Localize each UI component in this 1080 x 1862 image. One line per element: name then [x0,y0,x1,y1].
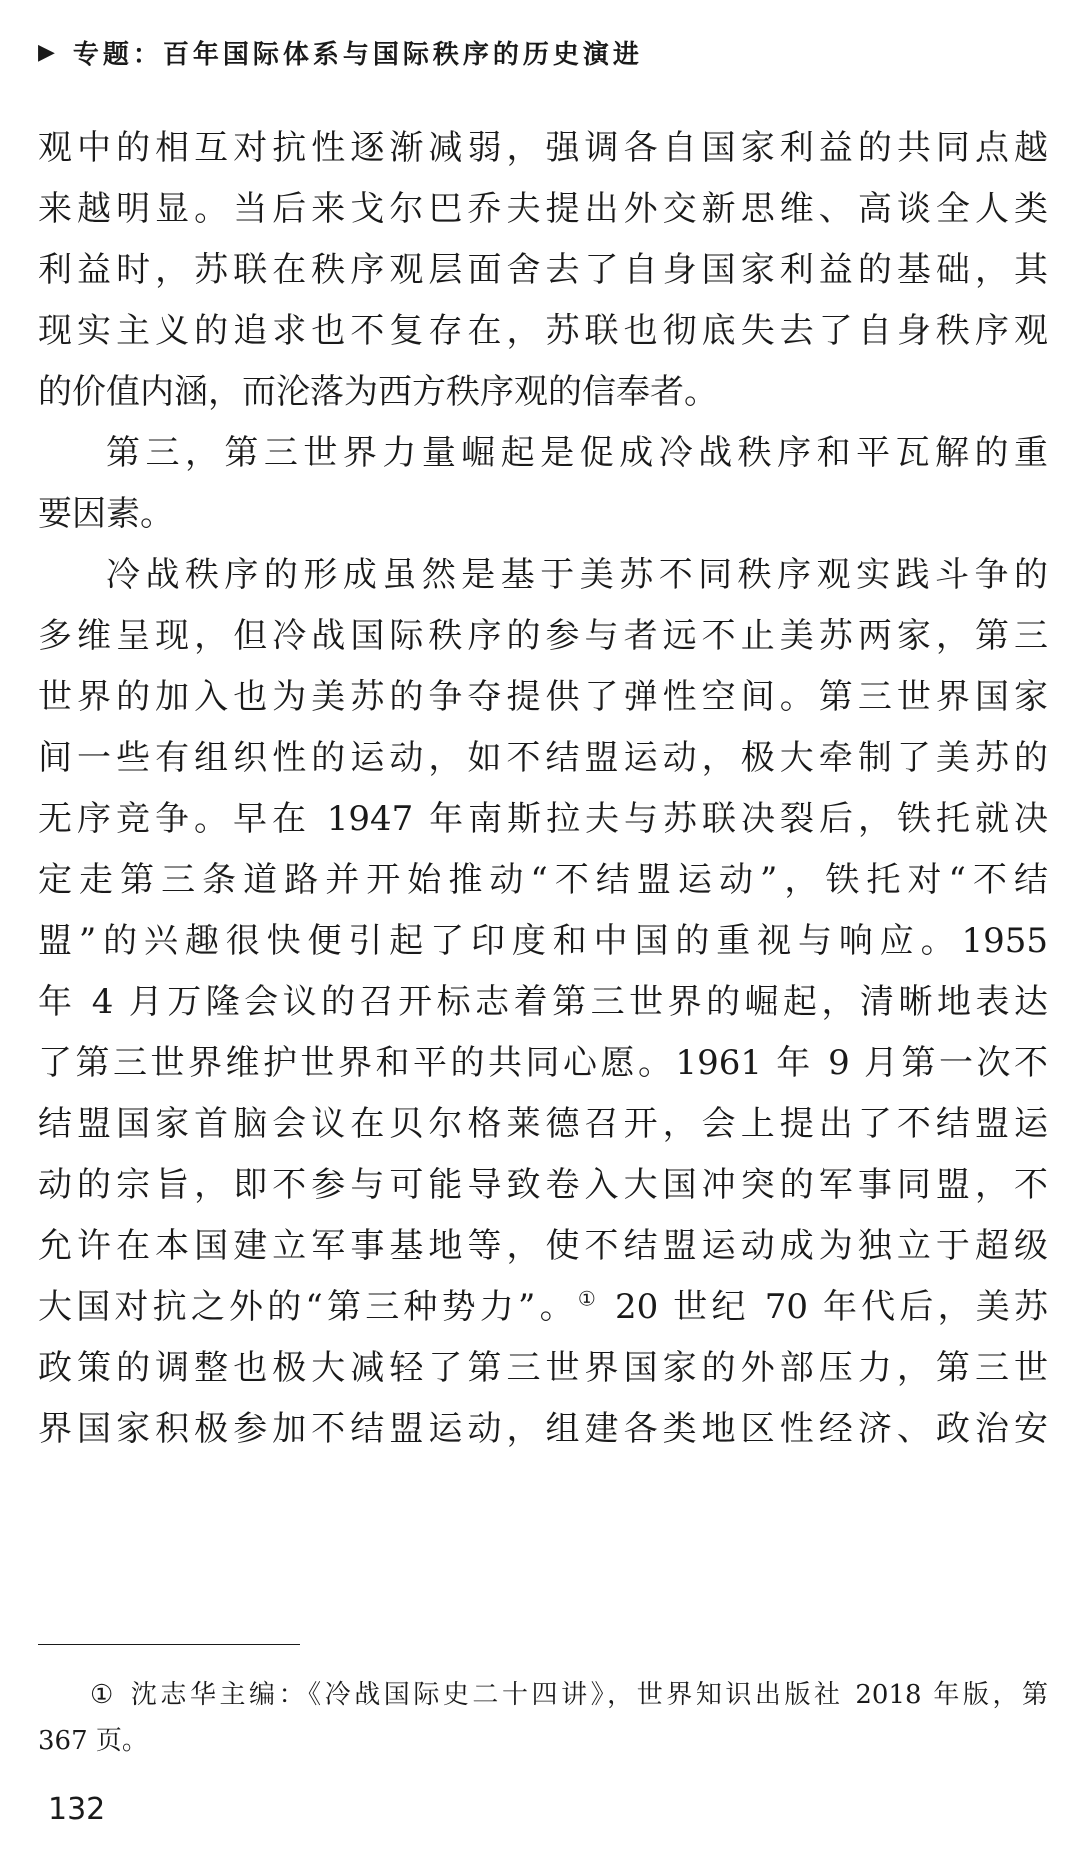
text-line: 来越明显。当后来戈尔巴乔夫提出外交新思维、高谈全人类 [38,189,1048,229]
footnote-reference[interactable]: ① [577,1286,600,1311]
text-line: 无序竞争。早在 1947 年南斯拉夫与苏联决裂后，铁托就决 [38,799,1048,839]
text-line: 冷战秩序的形成虽然是基于美苏不同秩序观实践斗争的 [106,555,1048,595]
text-line: 要因素。 [38,494,174,534]
text-line: 允许在本国建立军事基地等，使不结盟运动成为独立于超级 [38,1226,1048,1266]
footnote-marker: ① [90,1680,117,1710]
footnote-divider [38,1644,300,1645]
text-line: 观中的相互对抗性逐渐减弱，强调各自国家利益的共同点越 [38,128,1048,168]
text-segment: 20 世纪 70 年代后，美苏 [599,1287,1048,1327]
triangle-arrow-icon: ▶ [38,39,55,65]
footnote-text: 沈志华主编：《冷战国际史二十四讲》，世界知识出版社 2018 年版，第 [130,1680,1048,1710]
text-line: 定走第三条道路并开始推动“不结盟运动”，铁托对“不结 [38,860,1048,900]
text-line: 的价值内涵，而沦落为西方秩序观的信奉者。 [38,372,718,412]
text-line: 了第三世界维护世界和平的共同心愿。1961 年 9 月第一次不 [38,1043,1048,1083]
text-line: 世界的加入也为美苏的争夺提供了弹性空间。第三世界国家 [38,677,1048,717]
text-line: 第三，第三世界力量崛起是促成冷战秩序和平瓦解的重 [106,433,1048,473]
running-header [38,30,643,74]
text-line: 政策的调整也极大减轻了第三世界国家的外部压力，第三世 [38,1348,1048,1388]
running-header-title: 专题：百年国际体系与国际秩序的历史演进 [72,39,643,70]
text-line: 现实主义的追求也不复存在，苏联也彻底失去了自身秩序观 [38,311,1048,351]
text-line-with-footnote-ref [38,1277,1048,1338]
text-line: 界国家积极参加不结盟运动，组建各类地区性经济、政治安 [38,1409,1048,1449]
text-line: 动的宗旨，即不参与可能导致卷入大国冲突的军事同盟，不 [38,1165,1048,1205]
text-segment: 大国对抗之外的“第三种势力”。 [38,1287,578,1327]
text-line: 多维呈现，但冷战国际秩序的参与者远不止美苏两家，第三 [38,616,1048,656]
text-line: 盟”的兴趣很快便引起了印度和中国的重视与响应。1955 [38,921,1048,961]
text-line: 年 4 月万隆会议的召开标志着第三世界的崛起，清晰地表达 [38,982,1048,1022]
body-text [38,118,1048,1460]
text-line: 利益时，苏联在秩序观层面舍去了自身国家利益的基础，其 [38,250,1048,290]
footnote-line [38,1672,1048,1718]
text-line: 结盟国家首脑会议在贝尔格莱德召开，会上提出了不结盟运 [38,1104,1048,1144]
page-number: 132 [48,1792,106,1827]
text-line: 间一些有组织性的运动，如不结盟运动，极大牵制了美苏的 [38,738,1048,778]
footnote-line: 367 页。 [38,1726,148,1756]
footnote [38,1672,1048,1764]
